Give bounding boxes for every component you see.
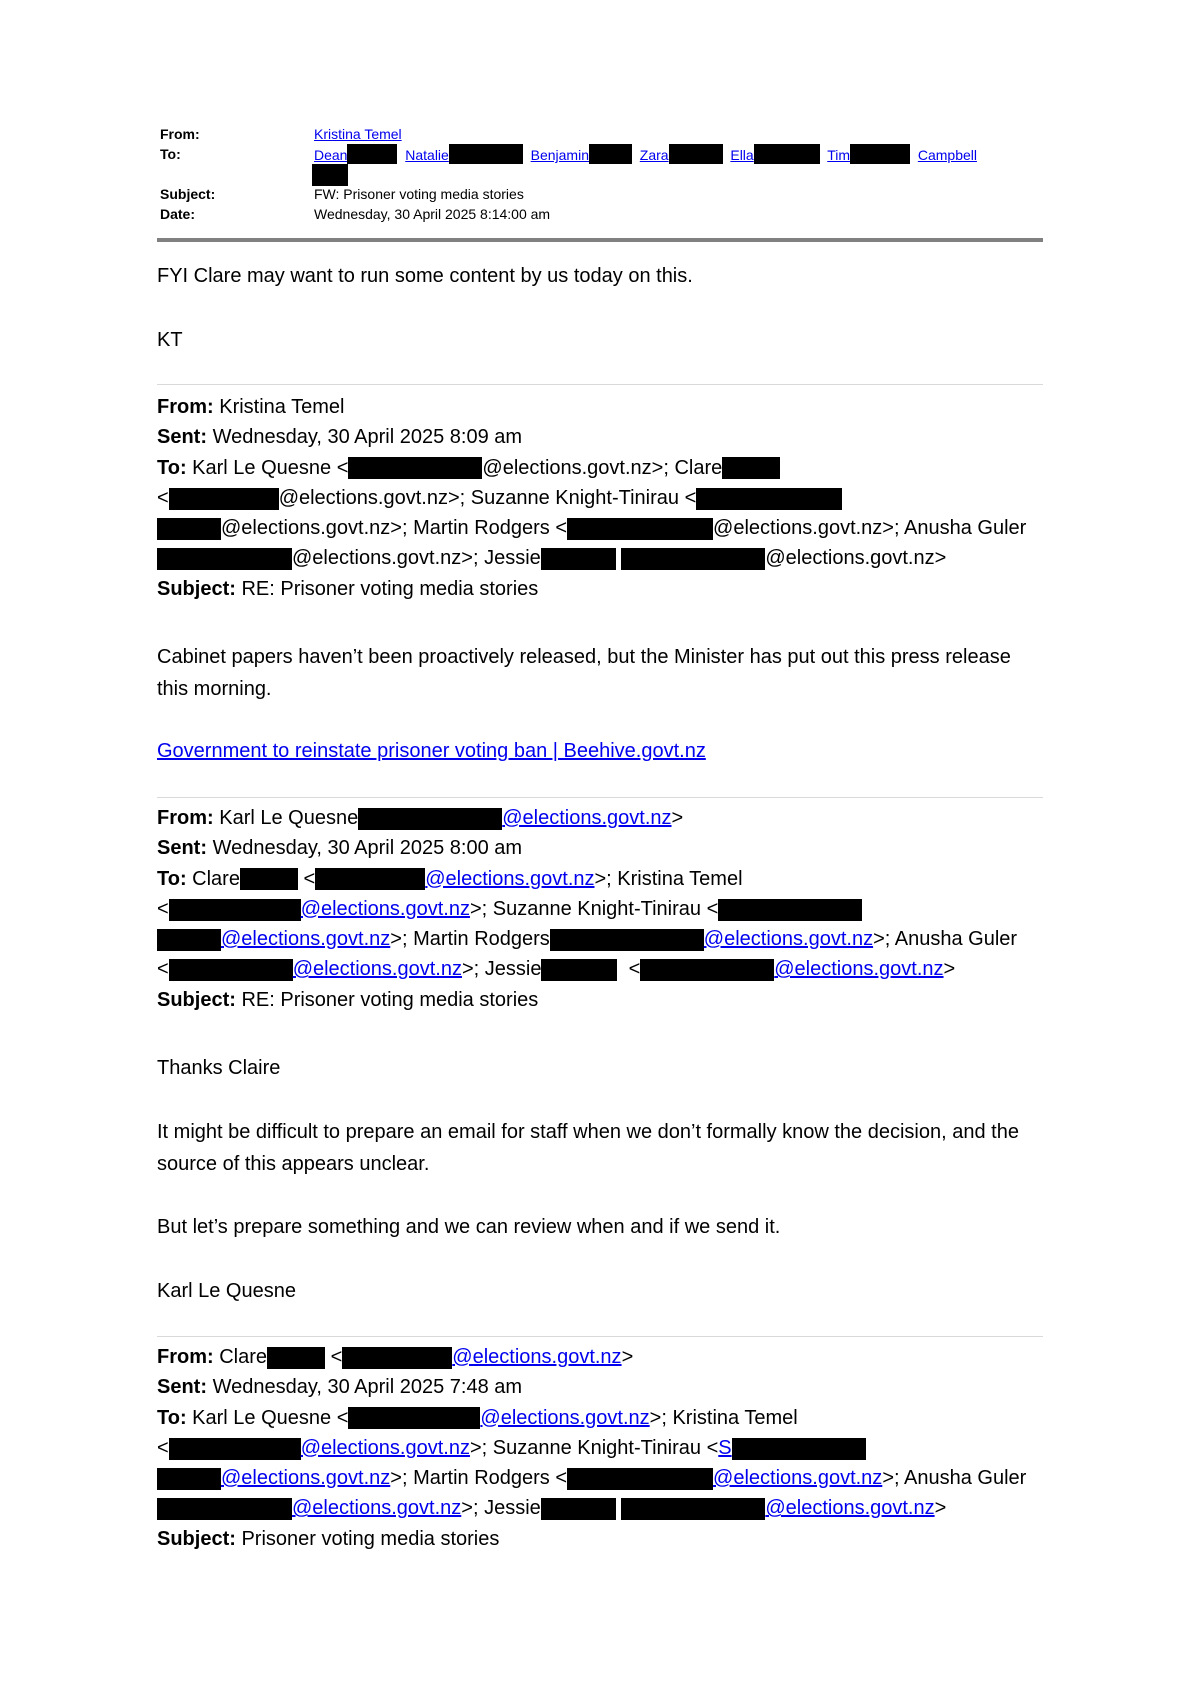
- redaction: [449, 144, 523, 164]
- redaction: [567, 1468, 713, 1490]
- header-date-value: Wednesday, 30 April 2025 8:14:00 am: [314, 206, 551, 222]
- redaction: [621, 1498, 765, 1520]
- recipient-link[interactable]: Tim: [827, 147, 851, 163]
- redaction: [718, 899, 862, 921]
- recipient-link[interactable]: Campbell: [917, 147, 977, 163]
- msg2-body-para: It might be difficult to prepare an email for staff when we don’t formally know the decision, and the source of this appears unclear.: [157, 1121, 1019, 1175]
- redaction: [157, 548, 292, 570]
- redaction: [567, 518, 713, 540]
- redaction: [312, 164, 348, 186]
- redaction: [157, 1498, 292, 1520]
- header-from-label: From:: [160, 126, 200, 142]
- redaction: [541, 1498, 616, 1520]
- redaction: [157, 518, 221, 540]
- redaction: [722, 457, 780, 479]
- redaction: [358, 808, 502, 830]
- redaction: [240, 868, 298, 890]
- redaction: [348, 457, 482, 479]
- recipient-link[interactable]: Ella: [730, 147, 754, 163]
- redaction: [157, 1468, 221, 1490]
- header-date-label: Date:: [160, 206, 196, 222]
- redaction: [157, 929, 221, 951]
- redaction: [541, 959, 617, 981]
- redaction: [347, 144, 397, 164]
- msg1-body: Cabinet papers haven’t been proactively released, but the Minister has put out this press release this morning.: [157, 646, 1011, 700]
- header-divider: [157, 238, 1043, 242]
- redaction: [589, 144, 632, 164]
- intro-signoff: KT: [157, 329, 183, 351]
- redaction: [669, 144, 723, 164]
- msg3-header: From: Clare < @elections.govt.nz> Sent: Wednesday, 30 April 2025 7:48 am To: Karl Le Quesne < @elections.govt.nz>; Kristina Temel < @elections.govt.nz>; Suzanne Knight-Tinirau <S @elections.govt.nz>; Martin Rodgers < @elections.govt.nz>; Anusha Guler @elections.govt.nz>; Jessie @elections.govt.nz> Subject: Prisoner voting media stories: [157, 1346, 1027, 1550]
- header-to-recipients: [314, 144, 977, 165]
- header-subject-label: Subject:: [160, 186, 216, 202]
- redaction: [550, 929, 704, 951]
- msg2-body-greeting: Thanks Claire: [157, 1057, 281, 1079]
- redaction: [267, 1347, 325, 1369]
- msg1-header: From: Kristina Temel Sent: Wednesday, 30 April 2025 8:09 am To: Karl Le Quesne < @elections.govt.nz>; Clare < @elections.govt.nz>; Suzanne Knight-Tinirau < @elections.govt.nz>; Martin Rodgers < @elections.govt.nz>; Anusha Guler @elections.govt.nz>; Jessie @elections.govt.nz> Subject: RE: Prisoner voting media stories: [157, 396, 1027, 600]
- redaction: [732, 1438, 866, 1460]
- redaction: [696, 488, 842, 510]
- redaction: [541, 548, 616, 570]
- message-divider: [157, 384, 1043, 385]
- redaction: [169, 1438, 301, 1460]
- header-to-label: To:: [160, 146, 181, 162]
- redaction: [850, 144, 910, 164]
- redaction: [169, 488, 279, 510]
- intro-line: FYI Clare may want to run some content by us today on this.: [157, 265, 693, 287]
- recipient-link[interactable]: Zara: [639, 147, 669, 163]
- message-divider: [157, 797, 1043, 798]
- msg2-signature: Karl Le Quesne: [157, 1280, 296, 1302]
- recipient-link[interactable]: Dean: [314, 147, 348, 163]
- msg2-body-para2: But let’s prepare something and we can review when and if we send it.: [157, 1216, 781, 1238]
- redaction: [640, 959, 774, 981]
- header-subject-value: FW: Prisoner voting media stories: [314, 186, 524, 202]
- redaction: [342, 1347, 452, 1369]
- recipient-link[interactable]: Benjamin: [530, 147, 589, 163]
- redaction: [169, 959, 293, 981]
- press-release-link[interactable]: Government to reinstate prisoner voting ban | Beehive.govt.nz: [157, 740, 706, 762]
- message-divider: [157, 1336, 1043, 1337]
- msg2-header: From: Karl Le Quesne @elections.govt.nz> Sent: Wednesday, 30 April 2025 8:00 am To: Clare < @elections.govt.nz>; Kristina Temel < @elections.govt.nz>; Suzanne Knight-Tinirau < @elections.govt.nz>; Martin Rodgers @elections.govt.nz>; Anusha Guler < @elections.govt.nz>; Jessie < @elections.govt.nz> Subject: RE: Prisoner voting media stories: [157, 807, 1018, 1011]
- redaction: [315, 868, 425, 890]
- redaction: [754, 144, 820, 164]
- redaction: [621, 548, 765, 570]
- header-from-link[interactable]: Kristina Temel: [314, 126, 402, 142]
- recipient-link[interactable]: Natalie: [405, 147, 449, 163]
- redaction: [348, 1407, 480, 1429]
- redaction: [169, 899, 301, 921]
